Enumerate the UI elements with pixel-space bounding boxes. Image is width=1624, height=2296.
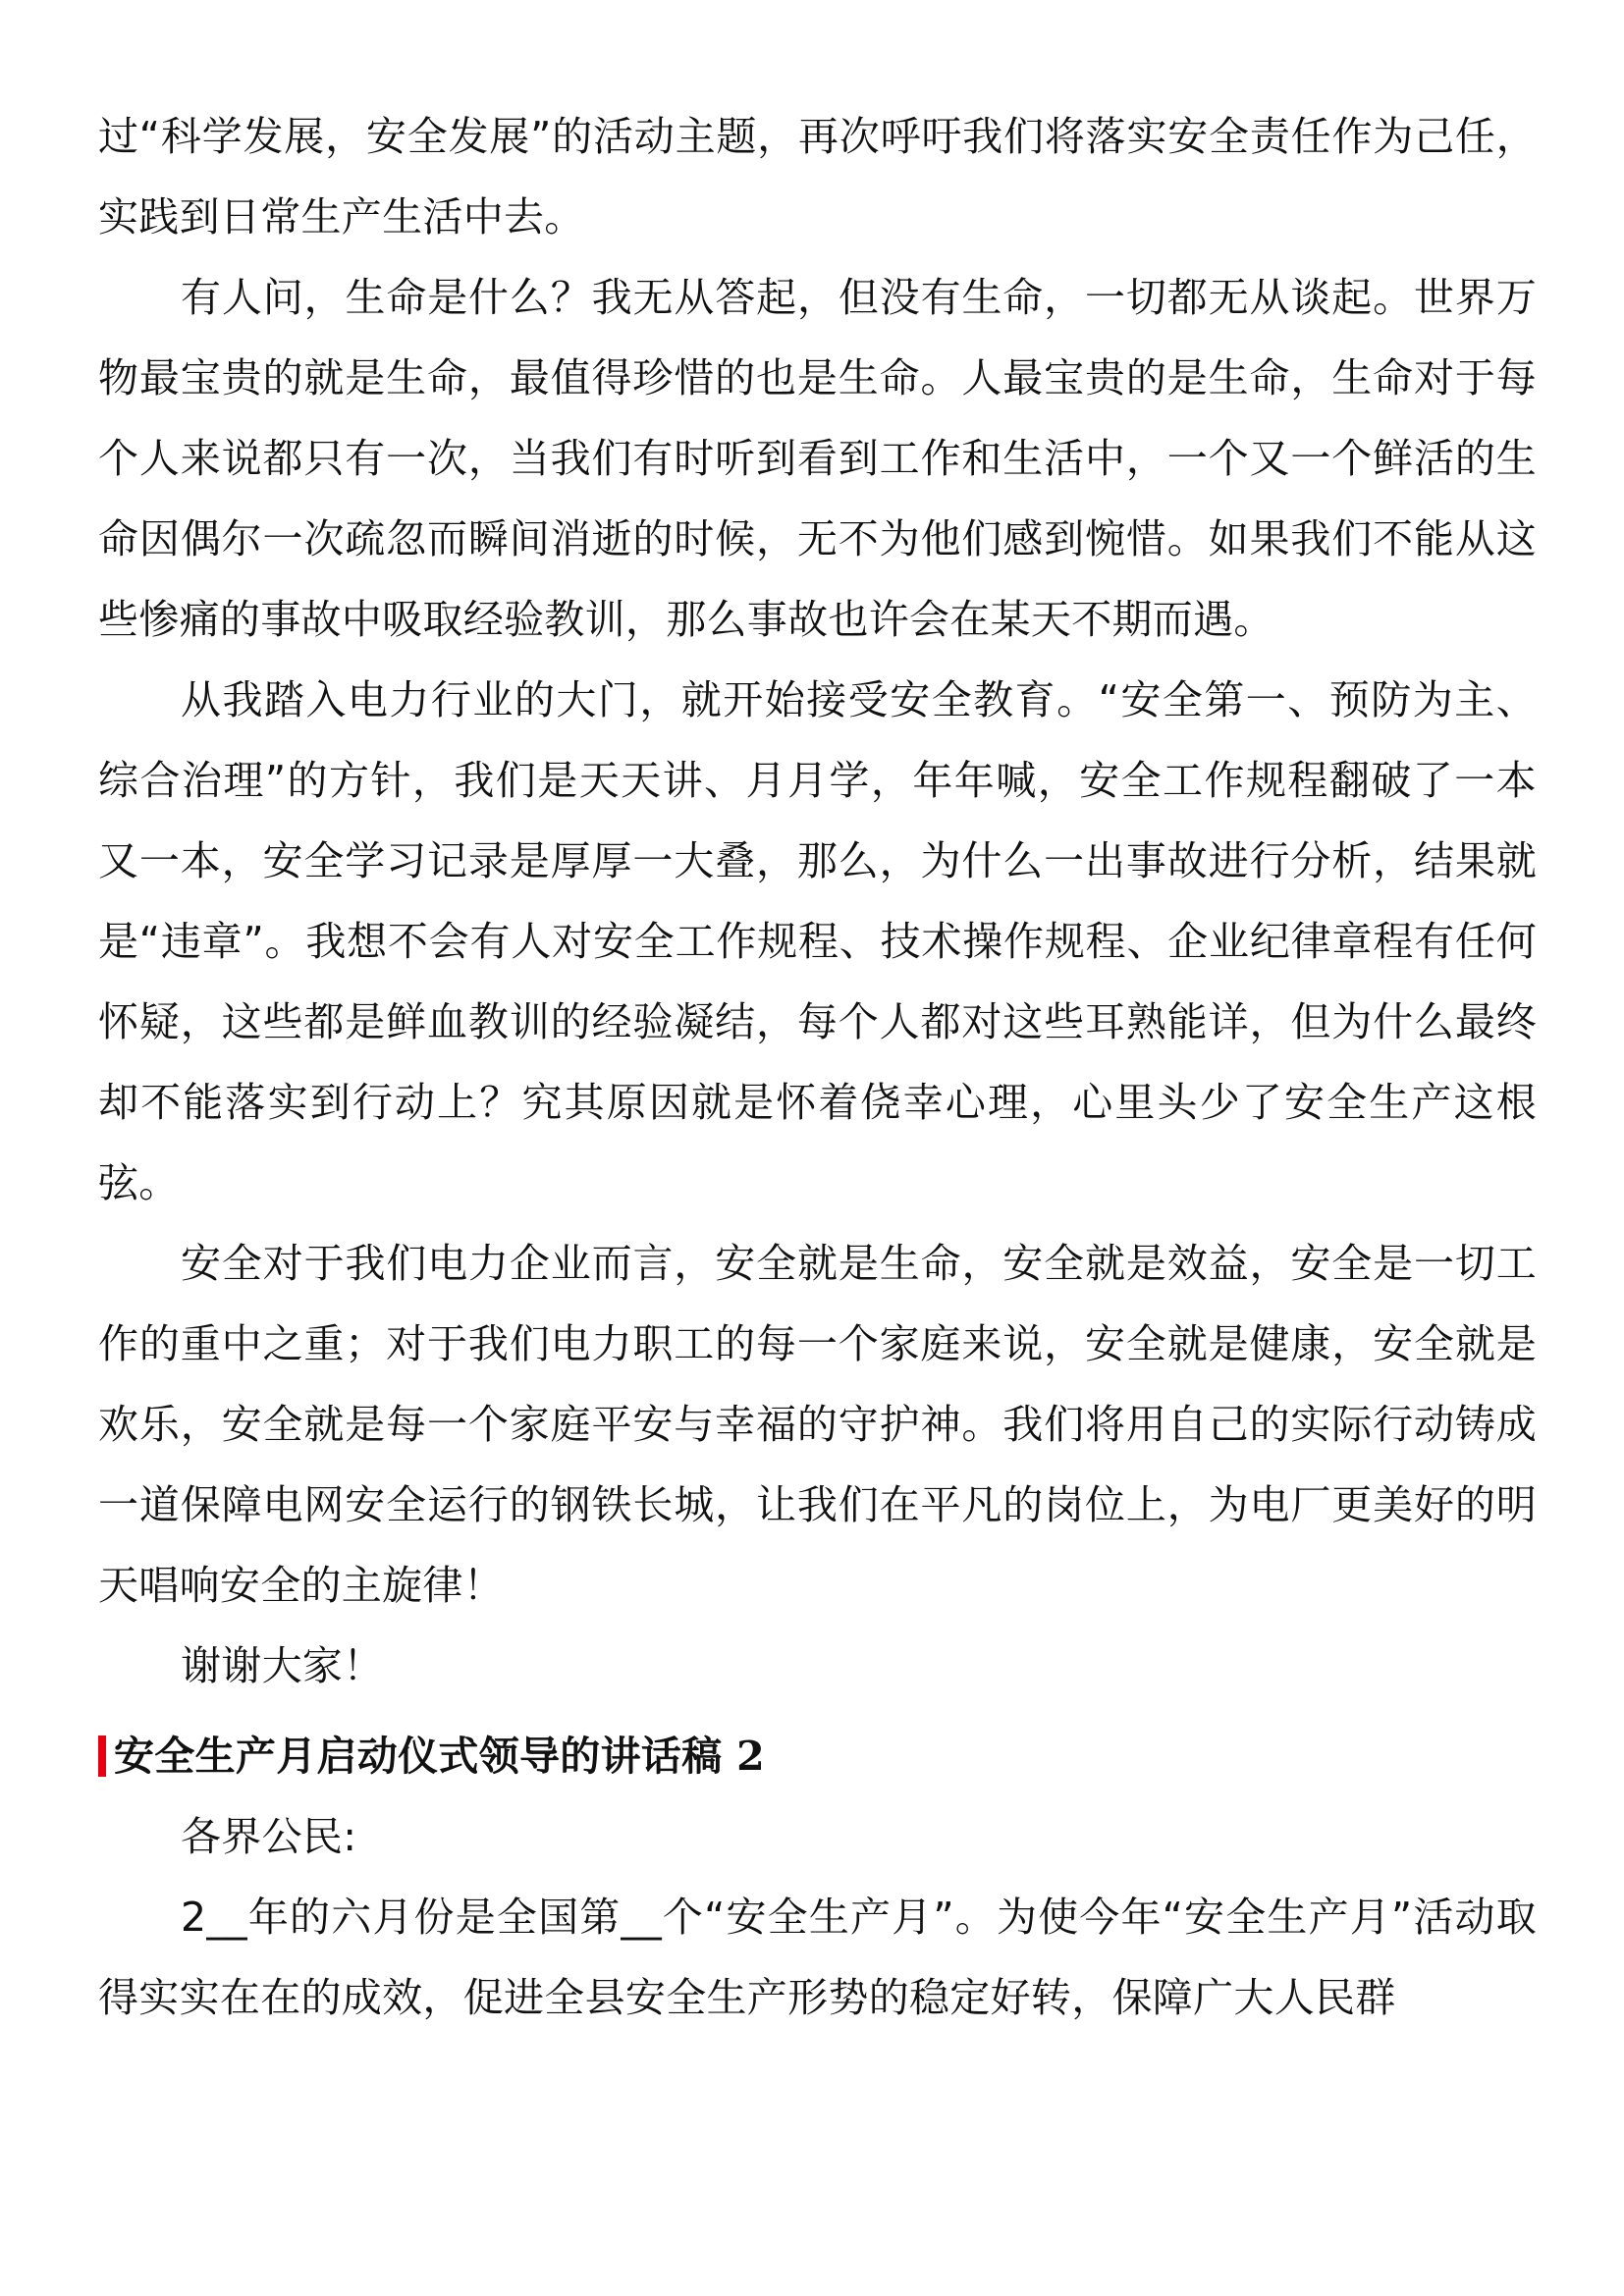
heading-marker-bar [98, 1735, 106, 1777]
section-heading [98, 1716, 1537, 1796]
paragraph-safety-education: 从我踏入电力行业的大门，就开始接受安全教育。“安全第一、预防为主、综合治理”的方针，我们是天天讲、月月学，年年喊，安全工作规程翻破了一本又一本，安全学习记录是厚厚一大叠，那么，为什么一出事故进行分析，结果就是“违章”。我想不会有人对安全工作规程、技术操作规程、企业纪律章程有任何怀疑，这些都是鲜血教训的经验凝结，每个人都对这些耳熟能详，但为什么最终却不能落实到行动上？究其原因就是怀着侥幸心理，心里头少了安全生产这根弦。 [98, 676, 1537, 1206]
paragraph-life: 有人问，生命是什么？我无从答起，但没有生命，一切都无从谈起。世界万物最宝贵的就是生命，最值得珍惜的也是生命。人最宝贵的是生命，生命对于每个人来说都只有一次，当我们有时听到看到工作和生活中，一个又一个鲜活的生命因偶尔一次疏忽而瞬间消逝的时候，无不为他们感到惋惜。如果我们不能从这些惨痛的事故中吸取经验教训，那么事故也许会在某天不期而遇。 [98, 274, 1537, 643]
paragraph-continuation: 过“科学发展，安全发展”的活动主题，再次呼吁我们将落实安全责任作为己任，实践到日常生产生活中去。 [98, 113, 1537, 240]
paragraph-thanks: 谢谢大家！ [181, 1642, 384, 1689]
document-page [98, 96, 1537, 2038]
paragraph-power-enterprise: 安全对于我们电力企业而言，安全就是生命，安全就是效益，安全是一切工作的重中之重；对于我们电力职工的每一个家庭来说，安全就是健康，安全就是欢乐，安全就是每一个家庭平安与幸福的守护神。我们将用自己的实际行动铸成一道保障电网安全运行的钢铁长城，让我们在平凡的岗位上，为电厂更美好的明天唱响安全的主旋律！ [98, 1240, 1537, 1609]
paragraph-safety-month: 2__年的六月份是全国第__个“安全生产月”。为使今年“安全生产月”活动取得实实在在的成效，促进全县安全生产形势的稳定好转，保障广大人民群 [98, 1894, 1537, 2021]
section-heading-text: 安全生产月启动仪式领导的讲话稿 2 [114, 1733, 765, 1780]
paragraph-salutation: 各界公民: [181, 1813, 357, 1860]
